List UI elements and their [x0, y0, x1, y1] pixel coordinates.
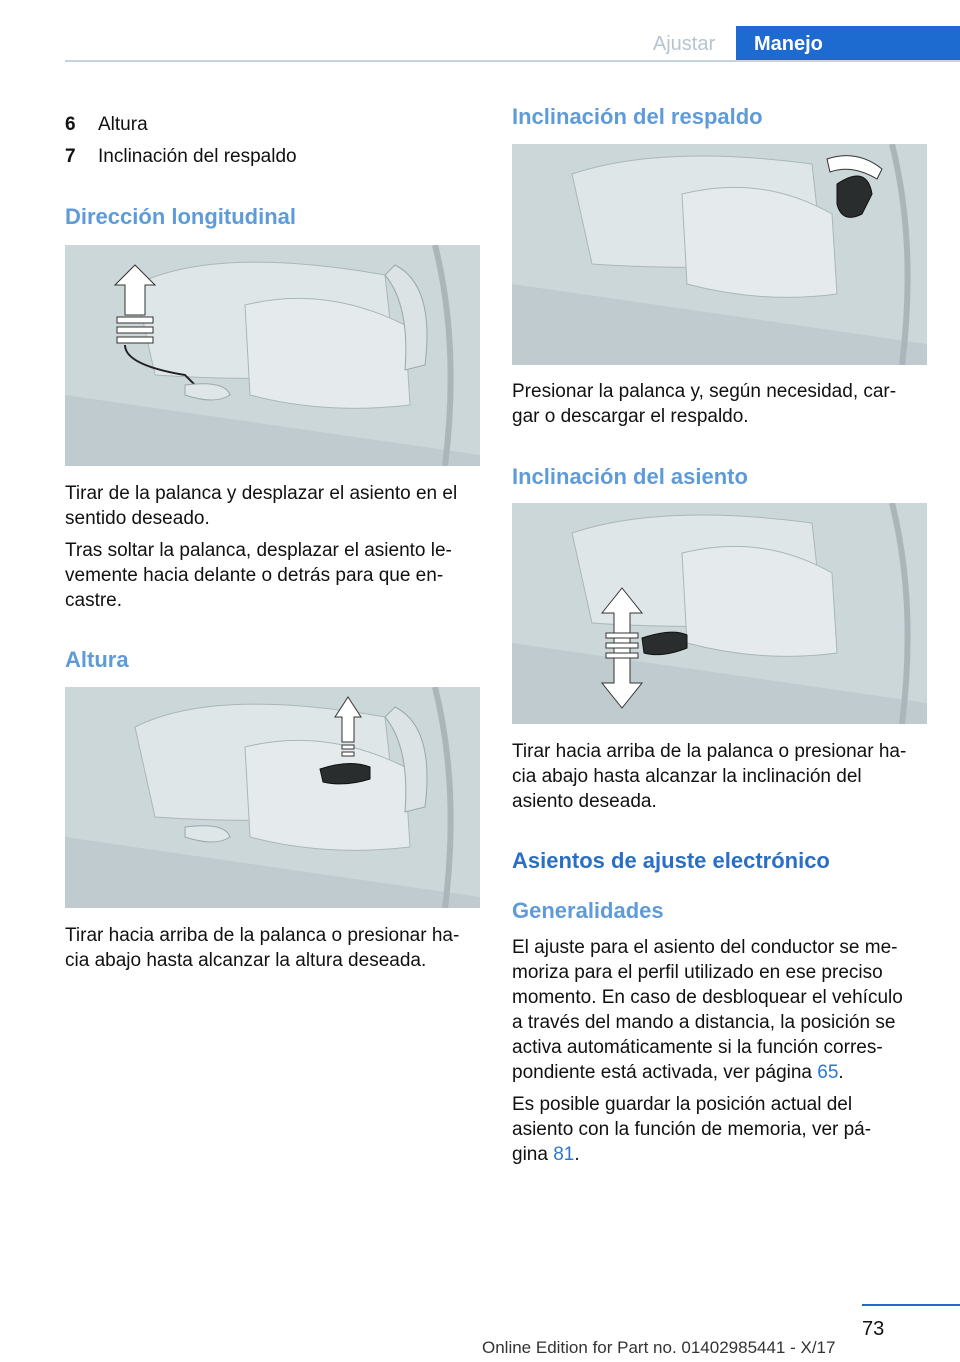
paragraph-line: a través del mando a distancia, la posición se [512, 1012, 896, 1033]
paragraph-line: asiento con la función de memoria, ver pá‐ [512, 1119, 872, 1140]
tab-manejo[interactable]: Manejo [736, 26, 960, 62]
header-divider [65, 60, 960, 62]
paragraph-line: vemente hacia delante o detrás para que en‐ [65, 565, 444, 586]
heading-asiento: Inclinación del asiento [512, 464, 748, 489]
page-link-65[interactable]: 65 [817, 1062, 839, 1083]
page-link-81[interactable]: 81 [553, 1144, 575, 1165]
paragraph-line: Tirar hacia arriba de la palanca o presionar ha‐ [65, 925, 460, 946]
paragraph-line: Es posible guardar la posición actual del [512, 1094, 853, 1115]
heading-respaldo: Inclinación del respaldo [512, 104, 763, 129]
paragraph-line: gar o descargar el respaldo. [512, 406, 749, 427]
paragraph-line [512, 1059, 844, 1086]
page-number: 73 [862, 1318, 885, 1340]
seat-longitudinal-image [65, 245, 480, 466]
paragraph-line: activa automáticamente si la función corres‐ [512, 1037, 883, 1058]
paragraph-line: momento. En caso de desbloquear el vehículo [512, 987, 903, 1008]
text-fragment: gina [512, 1144, 554, 1165]
paragraph-line: cia abajo hasta alcanzar la inclinación del [512, 766, 862, 787]
seat-height-image [65, 687, 480, 908]
list-number: 6 [65, 114, 76, 135]
text-fragment: . [574, 1144, 580, 1165]
heading-generalidades: Generalidades [512, 898, 664, 923]
paragraph-line: Tirar hacia arriba de la palanca o presionar ha‐ [512, 741, 907, 762]
paragraph-line: Presionar la palanca y, según necesidad, car‐ [512, 381, 897, 402]
paragraph-line: moriza para el perfil utilizado en ese preciso [512, 962, 883, 983]
heading-altura: Altura [65, 647, 129, 672]
paragraph-line: asiento deseada. [512, 791, 657, 812]
list-number: 7 [65, 146, 76, 167]
footer-edition: Online Edition for Part no. 01402985441 - X/17 [482, 1338, 836, 1357]
paragraph-line [512, 1141, 580, 1168]
text-fragment: pondiente está activada, ver página [512, 1062, 818, 1083]
heading-electronico: Asientos de ajuste electrónico [512, 848, 830, 873]
seat-tilt-image [512, 503, 927, 724]
paragraph-line: castre. [65, 590, 123, 611]
footer-divider [862, 1304, 960, 1306]
list-item-label: Inclinación del respaldo [98, 146, 297, 167]
paragraph-line: sentido deseado. [65, 508, 210, 529]
seat-backrest-image [512, 144, 927, 365]
paragraph-line: El ajuste para el asiento del conductor se me‐ [512, 937, 898, 958]
list-item-label: Altura [98, 114, 148, 135]
paragraph-line: Tras soltar la palanca, desplazar el asiento le‐ [65, 540, 452, 561]
tab-ajustar[interactable]: Ajustar [652, 32, 716, 55]
text-fragment: . [838, 1062, 844, 1083]
paragraph-line: Tirar de la palanca y desplazar el asiento en el [65, 483, 458, 504]
paragraph-line: cia abajo hasta alcanzar la altura deseada. [65, 950, 427, 971]
heading-longitudinal: Dirección longitudinal [65, 204, 297, 229]
